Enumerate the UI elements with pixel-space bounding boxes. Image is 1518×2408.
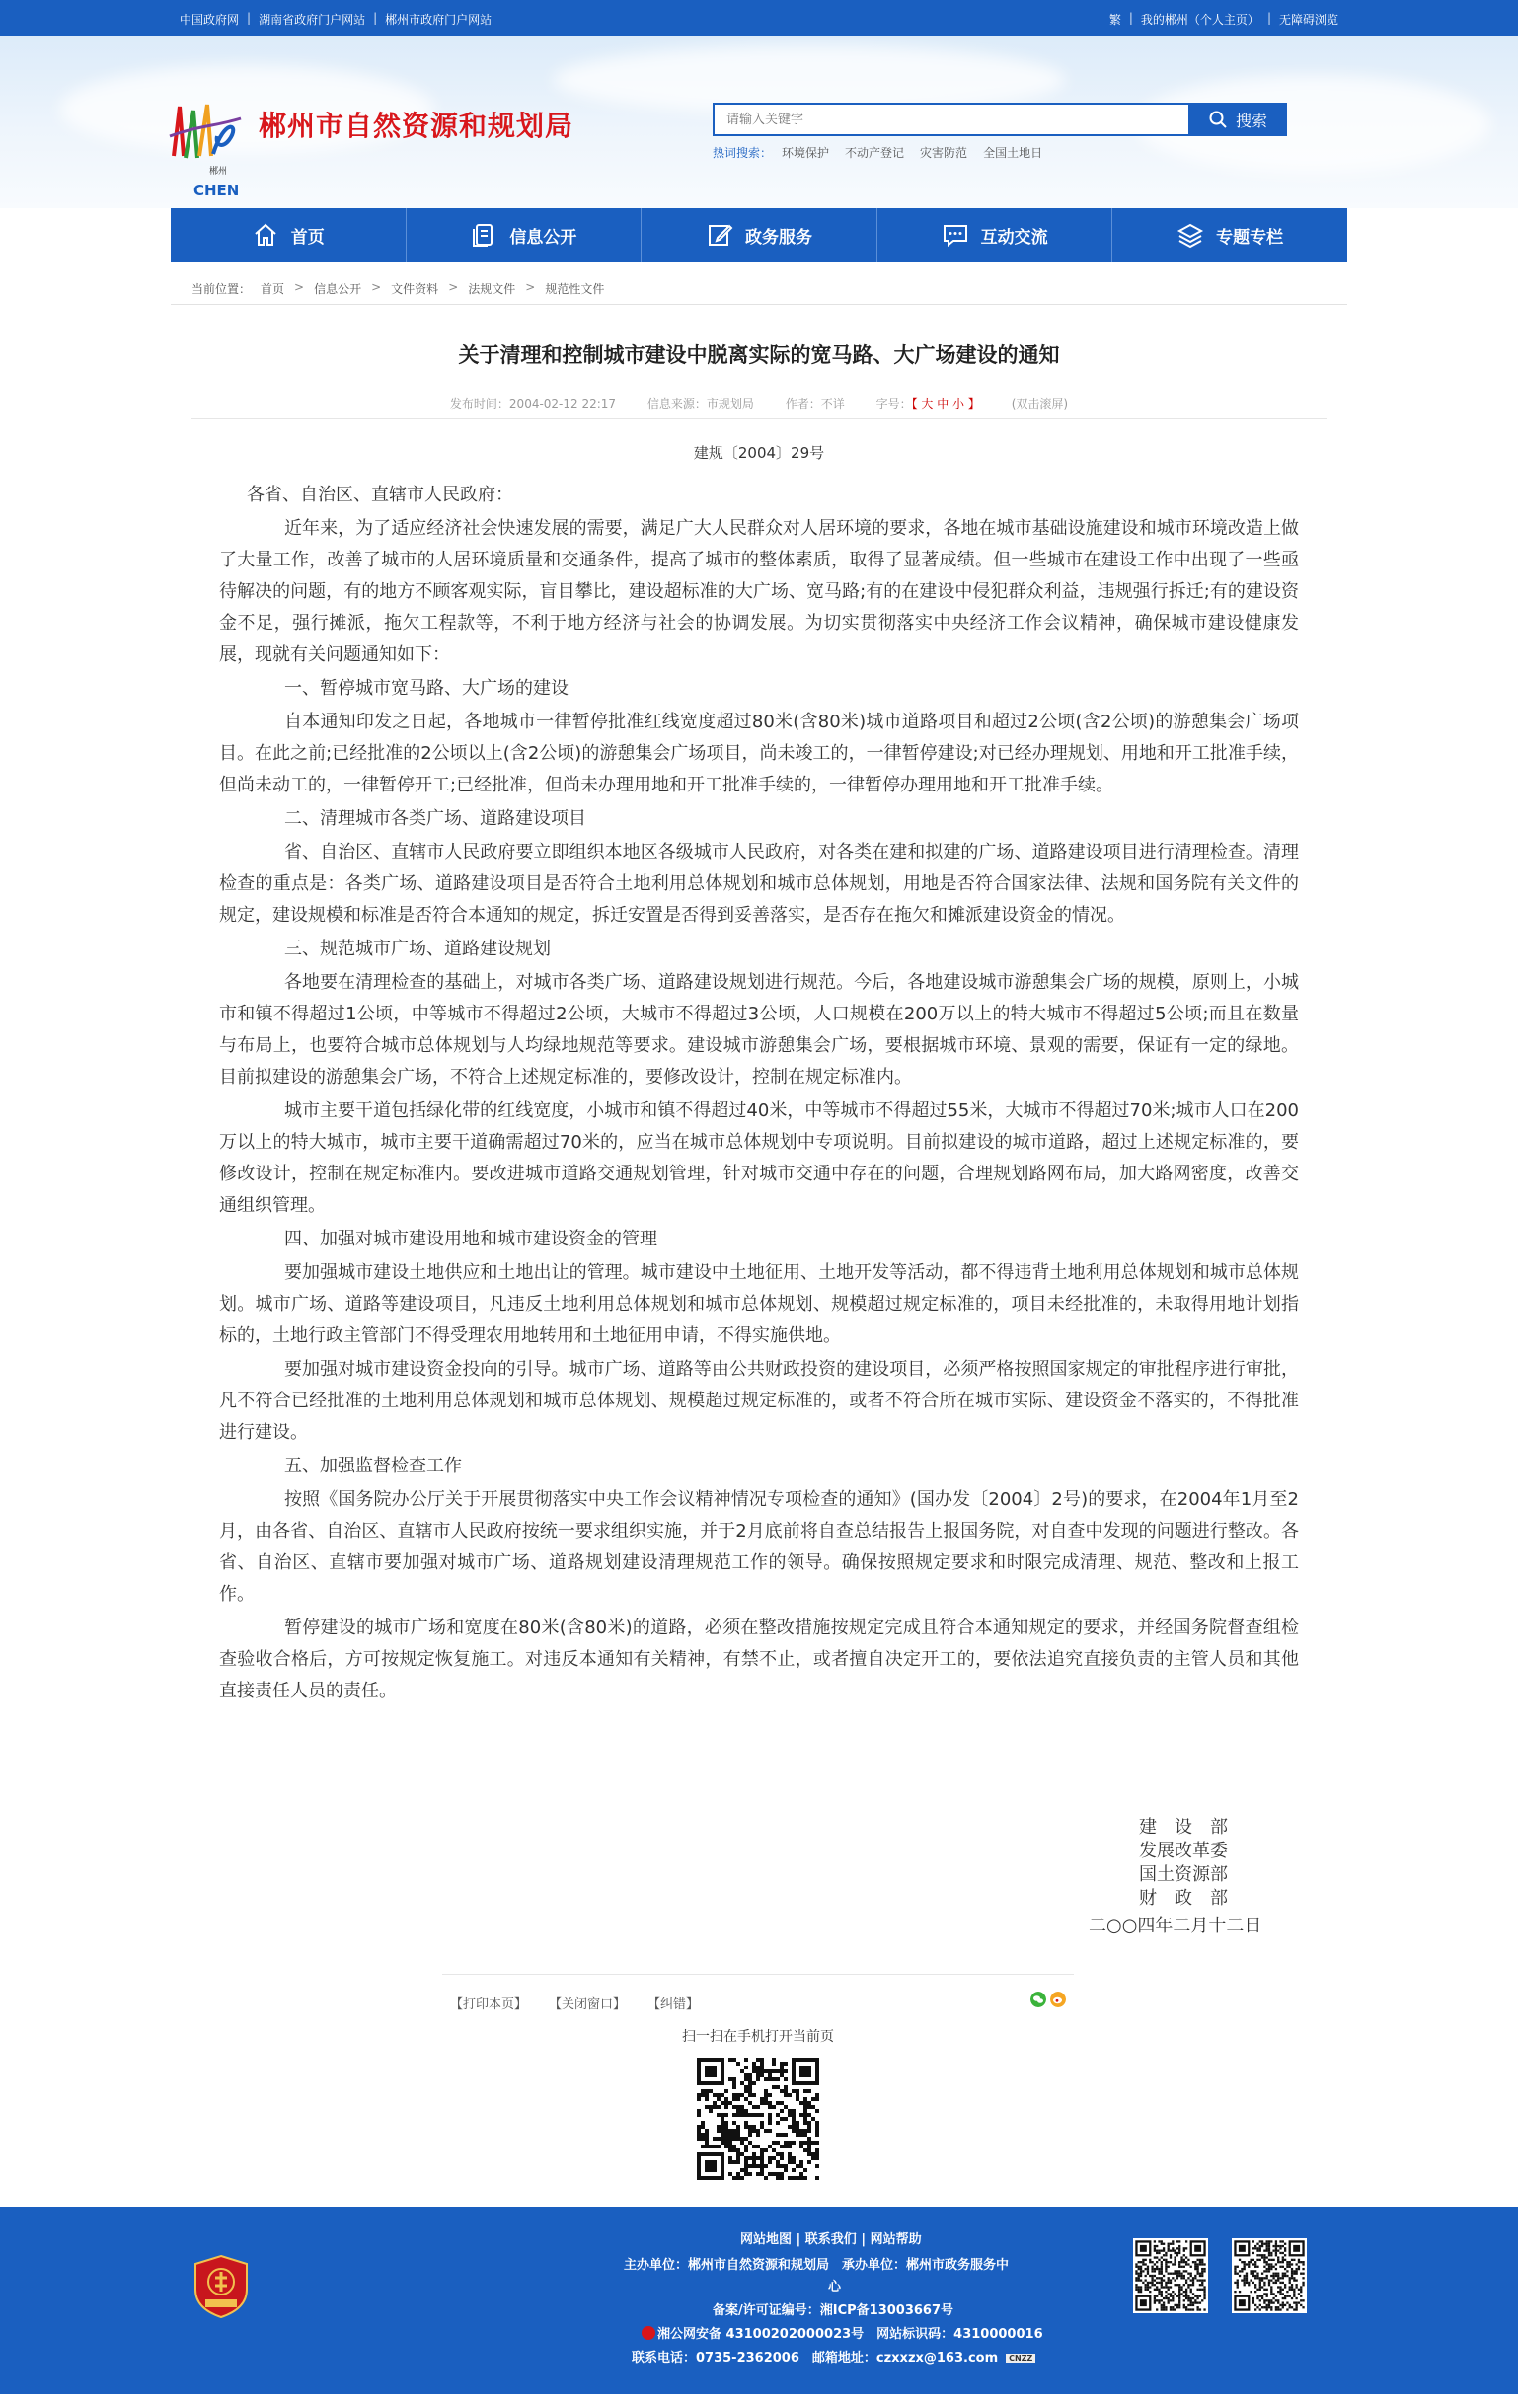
- police-badge-icon: [642, 2326, 655, 2340]
- error-report-button[interactable]: 【纠错】: [647, 1997, 700, 2012]
- publish-time: 发布时间：2004-02-12 22:17: [449, 397, 617, 411]
- nav-item-home[interactable]: [171, 208, 407, 262]
- qr-code-icon: [693, 2054, 823, 2184]
- footer-host: 主办单位：郴州市自然资源和规划局 承办单位：郴州市政务服务中: [624, 2258, 1010, 2273]
- section-heading: 二、清理城市各类广场、道路建设项目: [284, 808, 586, 829]
- top-link-chenzhou[interactable]: 郴州市政府门户网站: [385, 13, 493, 27]
- search-button-label: 搜索: [1235, 111, 1267, 130]
- breadcrumb-item[interactable]: 首页: [261, 282, 285, 296]
- font-size-label: 字号：: [875, 397, 912, 411]
- svg-text:CHEN: CHEN: [193, 182, 240, 199]
- footer-host-cont: 心: [828, 2280, 842, 2295]
- search-input[interactable]: [715, 105, 1188, 134]
- top-link-accessibility[interactable]: 无障碍浏览: [1278, 13, 1338, 27]
- top-bar: [0, 0, 1518, 36]
- section-heading: 五、加强监督检查工作: [284, 1456, 462, 1476]
- top-sep: |: [247, 11, 252, 25]
- party-gov-badge-icon[interactable]: [193, 2254, 249, 2319]
- home-icon: [252, 221, 279, 249]
- divider: [442, 1974, 1074, 1975]
- nav-item-interaction[interactable]: [877, 208, 1113, 262]
- cnzz-badge[interactable]: CNZZ: [1006, 2354, 1035, 2363]
- nav-item-label: 政务服务: [744, 227, 812, 248]
- footer-contact-text: 联系电话：0735-2362006 邮箱地址：czxxzx@163.com: [632, 2351, 999, 2366]
- top-link-traditional[interactable]: 繁: [1108, 13, 1121, 27]
- footer-bottom-strip: [0, 2394, 1518, 2408]
- footer-links[interactable]: 网站地图 | 联系我们 | 网站帮助: [740, 2232, 922, 2247]
- breadcrumb-item[interactable]: 文件资料: [391, 282, 439, 296]
- nav-item-label: 信息公开: [509, 227, 577, 248]
- wechat-icon[interactable]: [1030, 1992, 1046, 2007]
- breadcrumb-item[interactable]: 信息公开: [314, 282, 362, 296]
- paragraph: 近年来，为了适应经济社会快速发展的需要，满足广大人民群众对人居环境的要求，各地在城市基础设施建设和城市环境改造上做了大量工作，改善了城市的人居环境质量和交通条件，提高了城市的整体素质，取得了显著成绩。但一些城市在建设工作中出现了一些亟待解决的问题，有的地方不顾客观实际，盲目攀比，建设超标准的大广场、宽马路;有的在建设中侵犯群众利益，违规强行拆迁;有的建设资金不足，强行摊派，拖欠工程款等，不利于地方经济与社会的协调发展。为切实贯彻落实中央经济工作会议精神，确保城市建设健康发展，现就有关问题通知如下：: [219, 518, 1299, 665]
- divider: [171, 304, 1347, 305]
- paragraph: 暂停建设的城市广场和宽度在80米(含80米)的道路，必须在整改措施按规定完成且符合本通知规定的要求，并经国务院督查组检查验收合格后，方可按规定恢复施工。对违反本通知有关精神，有禁不止，或者擅自决定开工的，要依法追究直接负责的主管人员和其他直接责任人员的责任。: [219, 1618, 1299, 1701]
- top-link-hunan[interactable]: 湖南省政府门户网站: [259, 13, 366, 27]
- author: 作者：不详: [785, 397, 845, 411]
- breadcrumb: [191, 280, 604, 297]
- breadcrumb-label: 当前位置：: [191, 282, 252, 296]
- top-link-gov[interactable]: 中国政府网: [180, 13, 240, 27]
- hot-word[interactable]: 灾害防范: [920, 146, 968, 160]
- nav-item-label: 互动交流: [980, 227, 1048, 248]
- footer-contact: [632, 2347, 1035, 2366]
- nav-item-special[interactable]: [1112, 208, 1347, 262]
- layers-icon: [1176, 221, 1204, 249]
- close-window-button[interactable]: 【关闭窗口】: [549, 1997, 627, 2012]
- dblclick-scroll: (双击滚屏): [1011, 397, 1069, 411]
- site-title[interactable]: 郴州市自然资源和规划局: [259, 110, 574, 142]
- hot-word[interactable]: 环境保护: [782, 146, 830, 160]
- signer: 发展改革委: [1139, 1841, 1228, 1861]
- document-number: 建规〔2004〕29号: [693, 444, 825, 462]
- paragraph: 要加强城市建设土地供应和土地出让的管理。城市建设中土地征用、土地开发等活动，都不得违背土地利用总体规划和城市总体规划。城市广场、道路等建设项目，凡违反土地利用总体规划和城市总体规划、规模超过规定标准的，项目未经批准的，未取得用地计划指标的，土地行政主管部门不得受理农用地转用和土地征用申请，不得实施供地。: [219, 1262, 1299, 1346]
- weibo-icon[interactable]: [1050, 1992, 1066, 2007]
- footer: [0, 2207, 1518, 2394]
- section-heading: 四、加强对城市建设用地和城市建设资金的管理: [284, 1229, 657, 1249]
- section-heading: 三、规范城市广场、道路建设规划: [284, 939, 551, 959]
- hot-words-label: 热词搜索：: [713, 146, 773, 160]
- top-sep: |: [373, 11, 378, 25]
- breadcrumb-item[interactable]: 法规文件: [468, 282, 516, 296]
- article-body: [219, 513, 1299, 1709]
- breadcrumb-sep: >: [294, 280, 305, 294]
- paragraph: 各地要在清理检查的基础上，对城市各类广场、道路建设规划进行规范。今后，各地建设城市游憩集会广场的规模，原则上，小城市和镇不得超过1公顷，中等城市不得超过2公顷，大城市不得超过3公顷，人口规模在200万以上的特大城市不得超过5公顷;而且在数量与布局上，也要符合城市总体规划与人均绿地规范等要求。建设城市游憩集会广场，要根据城市环境、景观的需要，保证有一定的绿地。目前拟建设的游憩集会广场，不符合上述规定标准的，要修改设计，控制在规定标准内。: [219, 972, 1299, 1088]
- section-heading: 一、暂停城市宽马路、大广场的建设: [284, 678, 569, 699]
- paragraph: 按照《国务院办公厅关于开展贯彻落实中央工作会议精神情况专项检查的通知》(国办发〔2004〕2号)的要求，在2004年1月至2月，由各省、自治区、直辖市人民政府按统一要求组织实施，并于2月底前将自查总结报告上报国务院，对自查中发现的问题进行整改。各省、自治区、直辖市要加强对城市广场、道路规划建设清理规范工作的领导。确保按照规定要求和时限完成清理、规范、整改和上报工作。: [219, 1489, 1299, 1605]
- logo-icon[interactable]: [166, 97, 245, 199]
- signer: 财 政 部: [1139, 1888, 1228, 1909]
- footer-qr-code-icon: [1133, 2238, 1208, 2313]
- signer: 建 设 部: [1139, 1817, 1228, 1838]
- nav-item-info[interactable]: [407, 208, 643, 262]
- article-meta: [171, 395, 1347, 412]
- footer-police[interactable]: [642, 2323, 1043, 2342]
- font-size-selector[interactable]: 【 大 中 小 】: [911, 397, 980, 411]
- document-icon: [470, 221, 497, 249]
- article-tools: [450, 1994, 699, 2012]
- nav-item-service[interactable]: [642, 208, 877, 262]
- breadcrumb-item[interactable]: 规范性文件: [545, 282, 605, 296]
- top-links-left: [180, 11, 492, 28]
- scan-tip: 扫一扫在手机打开当前页: [682, 2029, 834, 2045]
- signer: 国土资源部: [1139, 1864, 1228, 1885]
- hot-word[interactable]: 全国土地日: [983, 146, 1043, 160]
- share-icons: [1030, 1992, 1066, 2007]
- edit-icon: [706, 221, 733, 249]
- nav-item-label: 专题专栏: [1216, 227, 1284, 248]
- svg-text:郴州: 郴州: [209, 167, 228, 177]
- main-nav: [171, 208, 1347, 262]
- info-source: 信息来源：市规划局: [646, 397, 754, 411]
- divider: [191, 418, 1327, 419]
- hot-words: [713, 144, 1042, 161]
- sign-date: 二○○四年二月十二日: [1089, 1916, 1262, 1936]
- search-icon: [1208, 110, 1228, 129]
- paragraph: 城市主要干道包括绿化带的红线宽度，小城市和镇不得超过40米，中等城市不得超过55米，大城市不得超过70米;城市人口在200万以上的特大城市，城市主要干道确需超过70米的，应当在城市总体规划中专项说明。目前拟建设的城市道路，超过上述规定标准的，要修改设计，控制在规定标准内。要改进城市道路交通规划管理，针对城市交通中存在的问题，合理规划路网布局，加大路网密度，改善交通组织管理。: [219, 1100, 1299, 1216]
- nav-item-label: 首页: [290, 227, 325, 248]
- breadcrumb-sep: >: [371, 280, 382, 294]
- footer-icp[interactable]: 备案/许可证编号：湘ICP备13003667号: [713, 2303, 954, 2318]
- search-button[interactable]: [1188, 103, 1287, 136]
- paragraph: 自本通知印发之日起，各地城市一律暂停批准红线宽度超过80米(含80米)城市道路项目和超过2公顷(含2公顷)的游憩集会广场项目。在此之前;已经批准的2公顷以上(含2公顷)的游憩集会广场项目，尚未竣工的，一律暂停建设;对已经办理规划、用地和开工批准手续，但尚未动工的，一律暂停开工;已经批准，但尚未办理用地和开工批准手续的，一律暂停办理用地和开工批准手续。: [219, 712, 1299, 795]
- signers: [1139, 1816, 1228, 1911]
- article-title: 关于清理和控制城市建设中脱离实际的宽马路、大广场建设的通知: [458, 343, 1060, 367]
- top-links-right: [1109, 11, 1338, 28]
- salutation: 各省、自治区、直辖市人民政府：: [247, 485, 513, 505]
- breadcrumb-sep: >: [525, 280, 536, 294]
- footer-police-text: 湘公网安备 43100202000023号 网站标识码：4310000016: [657, 2327, 1043, 2342]
- search-box: [713, 103, 1190, 136]
- print-button[interactable]: 【打印本页】: [450, 1997, 528, 2012]
- footer-qr-code-icon: [1232, 2238, 1307, 2313]
- breadcrumb-sep: >: [448, 280, 459, 294]
- paragraph: 省、自治区、直辖市人民政府要立即组织本地区各级城市人民政府，对各类在建和拟建的广场、道路建设项目进行清理检查。清理检查的重点是：各类广场、道路建设项目是否符合土地利用总体规划和城市总体规划，用地是否符合国家法律、法规和国务院有关文件的规定，建设规模和标准是否符合本通知的规定，拆迁安置是否得到妥善落实，是否存在拖欠和摊派建设资金的情况。: [219, 842, 1299, 926]
- chat-icon: [942, 221, 969, 249]
- top-sep: |: [1128, 11, 1133, 25]
- paragraph: 要加强对城市建设资金投向的引导。城市广场、道路等由公共财政投资的建设项目，必须严格按照国家规定的审批程序进行审批，凡不符合已经批准的土地利用总体规划和城市总体规划、规模超过规定标准的，或者不符合所在城市实际、建设资金不落实的，不得批准进行建设。: [219, 1359, 1299, 1443]
- hot-word[interactable]: 不动产登记: [845, 146, 905, 160]
- top-link-personal[interactable]: 我的郴州（个人主页）: [1140, 13, 1259, 27]
- top-sep: |: [1266, 11, 1271, 25]
